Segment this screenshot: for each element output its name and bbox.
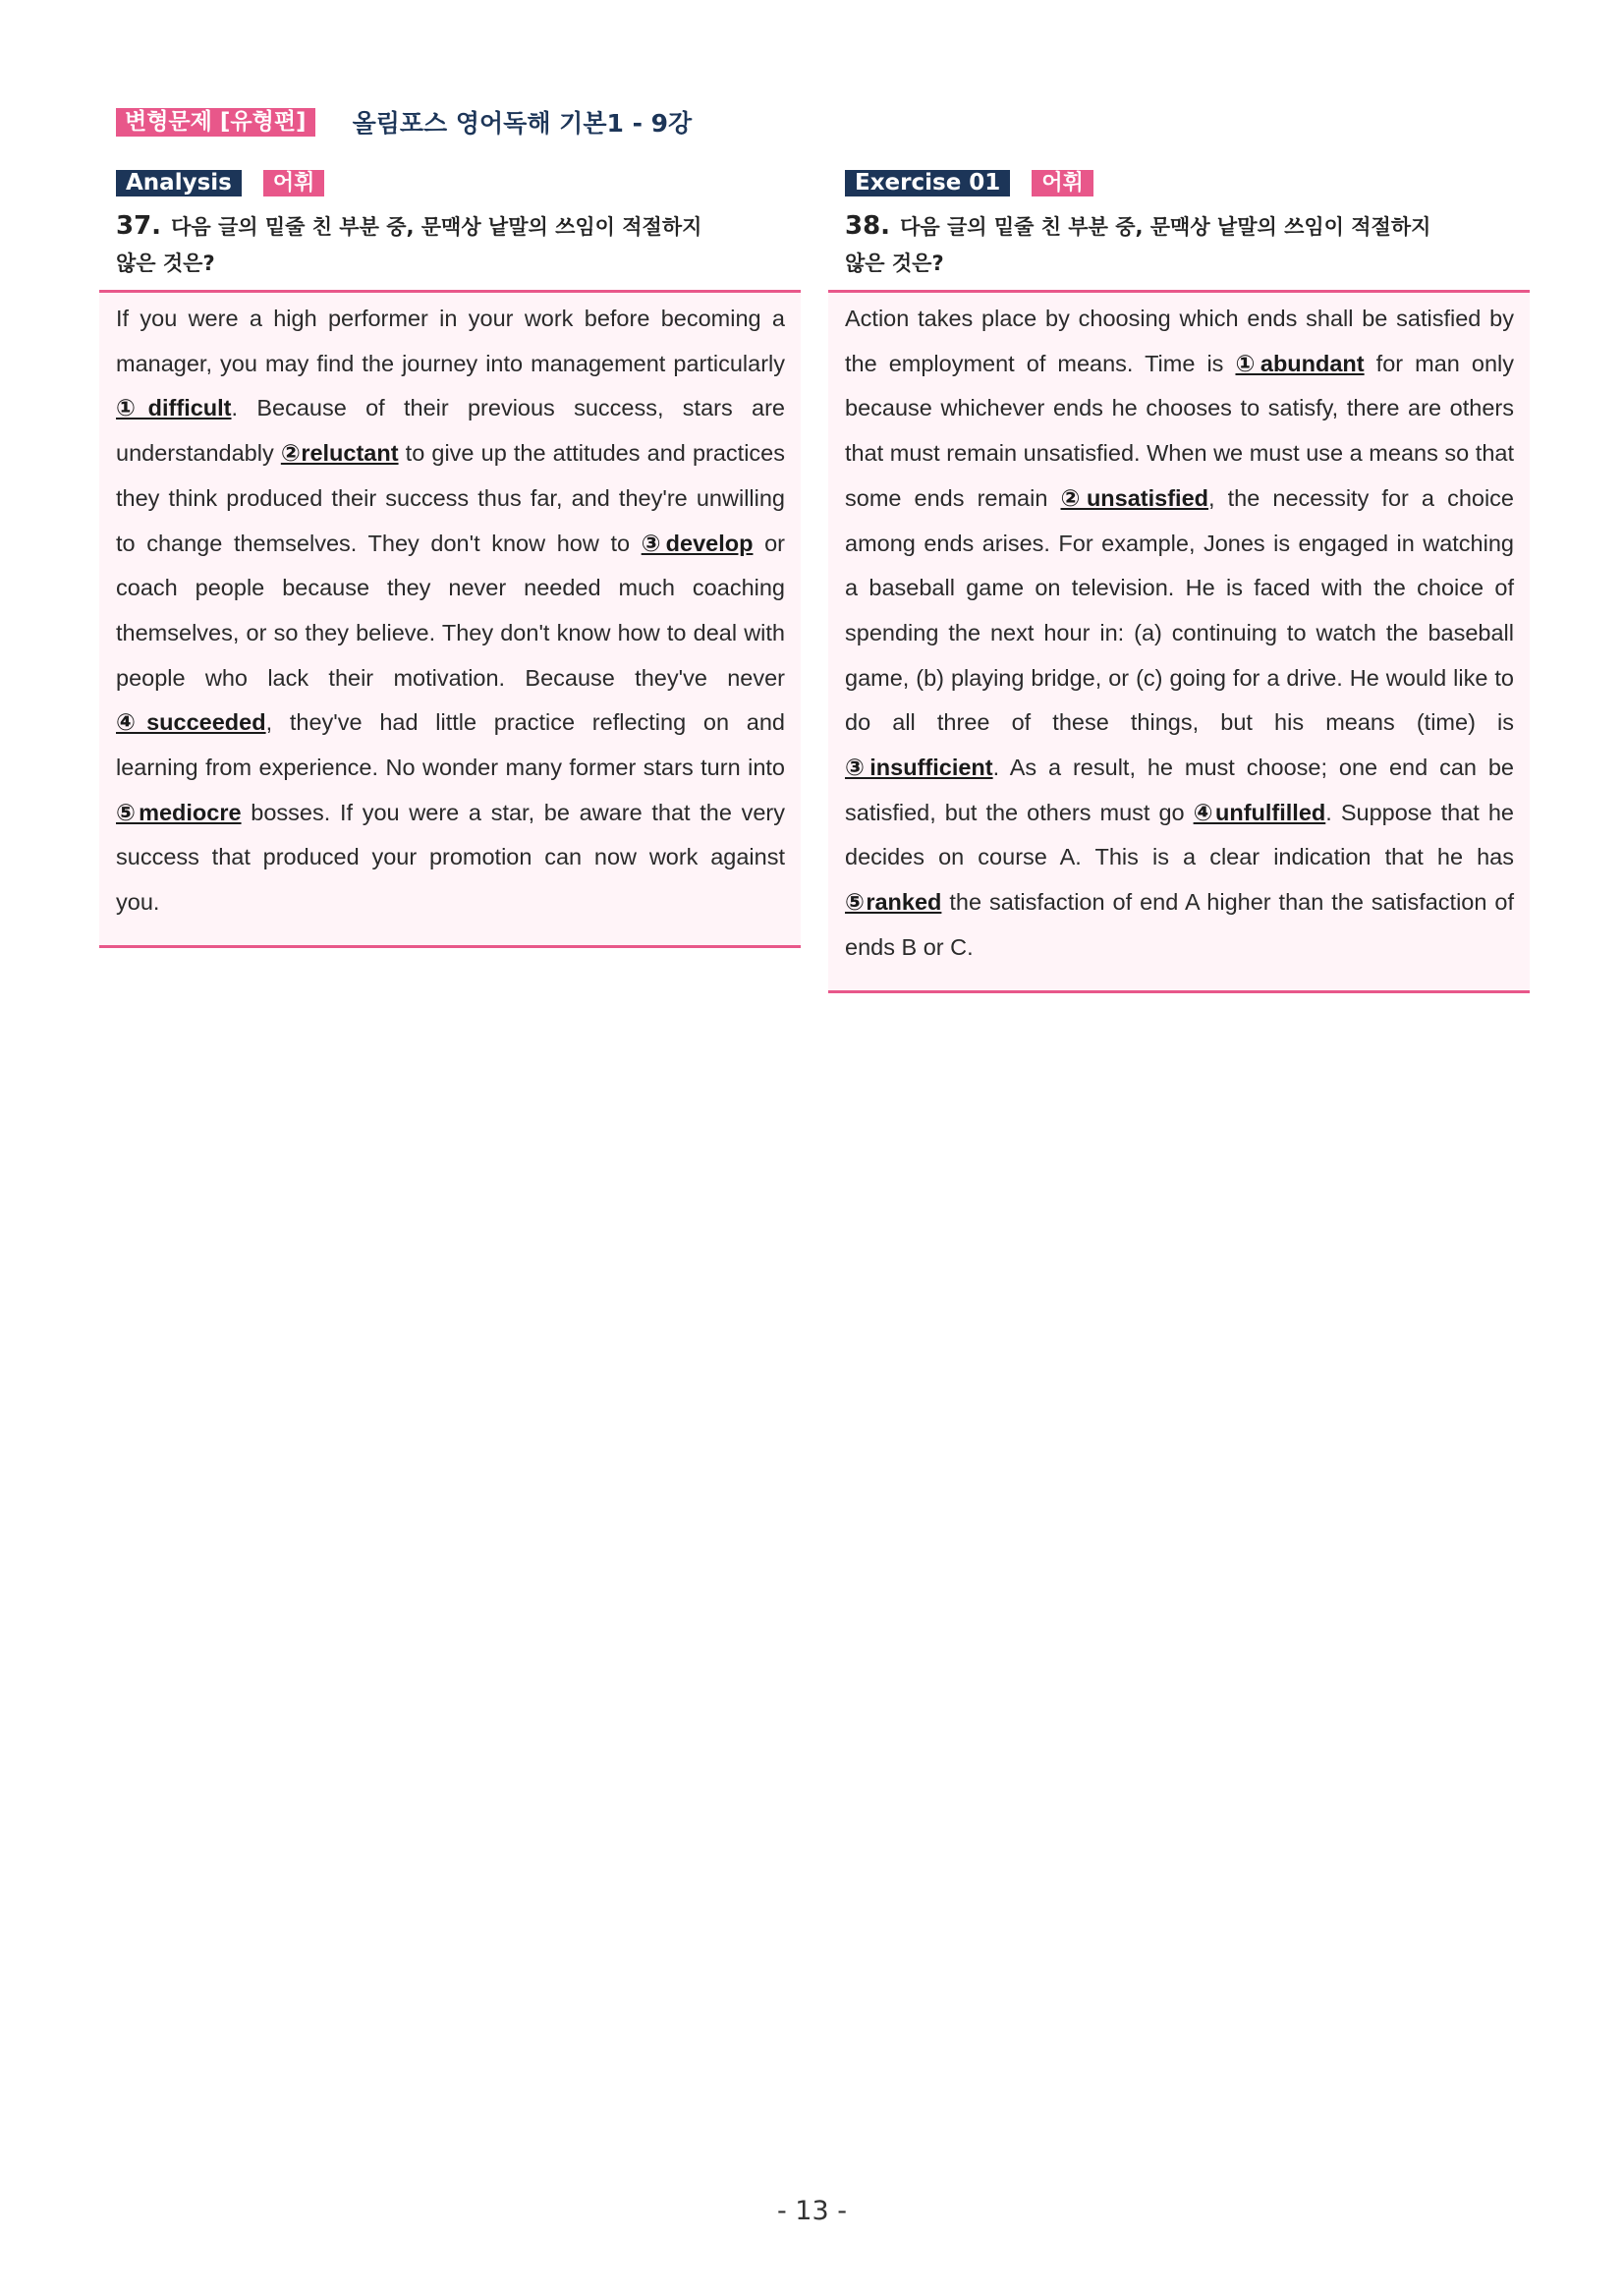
page-header — [116, 104, 692, 140]
underlined-choice: ②reluctant — [280, 440, 399, 467]
page-number: - 13 - — [776, 2196, 847, 2226]
exercise-label: Exercise 01 — [845, 170, 1010, 196]
underlined-choice: ③insufficient — [845, 755, 993, 781]
underlined-choice: ⑤ranked — [845, 889, 942, 916]
passage-segment: to give up the attitudes and practices they think produced their success thus far, and they're unwilling to change themselves. They don't know how to — [116, 440, 785, 556]
passage-segment: . Suppose that he decides on course A. This is a clear indication that he has — [845, 799, 1514, 870]
question-text-line2: 않은 것은? — [116, 252, 215, 275]
passage-segment: , the necessity for a choice among ends arises. For example, Jones is engaged in watching a baseball game on television. He is faced with the choice of spending the next hour in: (a) continuing to watch the baseball game, (b) playing bridge, or (c) going for a drive. He would like to do all three of these things, but his means (time) is — [845, 484, 1515, 736]
analysis-column — [99, 170, 801, 948]
question-text-line1: 다음 글의 밑줄 친 부분 중, 문맥상 낱말의 쓰임이 적절하지 — [900, 215, 1431, 239]
passage-segment: Action takes place by choosing which ends shall be satisfied by the employment of means. Time is — [845, 306, 1514, 376]
category-tag: 어휘 — [263, 170, 325, 196]
book-title: 올림포스 영어독해 기본1 - 9강 — [352, 109, 693, 138]
underlined-choice: ②unsatisfied — [1060, 484, 1209, 511]
passage-segment: . Because of their previous success, stars are understandably — [116, 395, 785, 467]
passage-segment: If you were a high performer in your work before becoming a manager, you may find the journey into management particularly — [116, 306, 785, 376]
passage-text — [845, 297, 1514, 971]
underlined-choice: ⑤mediocre — [116, 799, 242, 825]
passage-box — [99, 290, 801, 948]
passage-box — [828, 290, 1530, 993]
question-text-line1: 다음 글의 밑줄 친 부분 중, 문맥상 낱말의 쓰임이 적절하지 — [171, 215, 702, 239]
question-number: 37. — [116, 211, 162, 241]
question-prompt — [845, 208, 1513, 282]
exercise-label-row — [845, 170, 1530, 196]
question-number: 38. — [845, 211, 891, 241]
underlined-choice: ③develop — [641, 530, 754, 556]
underlined-choice: ④unfulfilled — [1193, 799, 1326, 825]
passage-segment: bosses. If you were a star, be aware that the very success that produced your promotion can now work against you. — [116, 799, 785, 916]
question-prompt — [116, 208, 784, 282]
underlined-choice: ④succeeded — [116, 709, 266, 736]
passage-segment: for man only because whichever ends he chooses to satisfy, there are others that must remain unsatisfied. When we must use a means so that some ends remain — [845, 350, 1514, 511]
passage-text — [116, 297, 785, 925]
underlined-choice: ①difficult — [116, 395, 232, 421]
underlined-choice: ①abundant — [1235, 350, 1365, 376]
passage-segment: . As a result, he must choose; one end can be satisfied, but the others must go — [845, 755, 1515, 825]
question-text-line2: 않은 것은? — [845, 252, 944, 275]
passage-segment: the satisfaction of end A higher than the satisfaction of ends B or C. — [845, 889, 1515, 960]
section-tag: 변형문제 [유형편] — [116, 108, 315, 137]
analysis-label: Analysis — [116, 170, 242, 196]
exercise-column — [828, 170, 1530, 993]
category-tag: 어휘 — [1032, 170, 1093, 196]
passage-segment: or coach people because they never needed much coaching themselves, or so they believe. They don't know how to deal with people who lack their motivation. Because they've never — [116, 530, 785, 691]
analysis-label-row — [116, 170, 801, 196]
passage-segment: , they've had little practice reflecting on and learning from experience. No wonder many former stars turn into — [116, 709, 785, 781]
